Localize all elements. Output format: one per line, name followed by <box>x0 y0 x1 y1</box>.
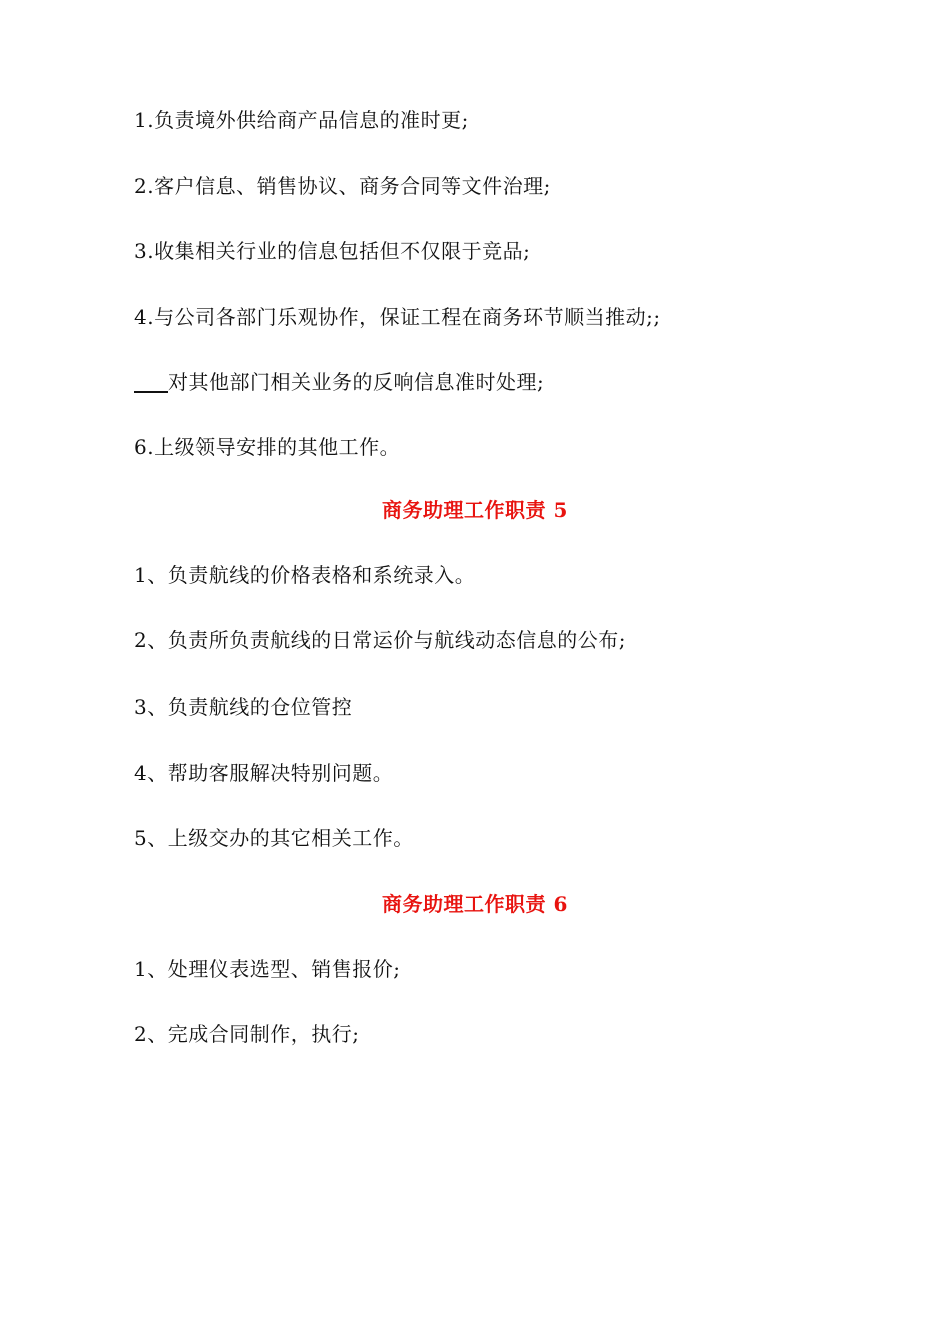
list-item: 2.客户信息、销售协议、商务合同等文件治理; <box>134 174 551 198</box>
list-item: 3.收集相关行业的信息包括但不仅限于竞品; <box>134 239 531 263</box>
list-item: 3、负责航线的仓位管控 <box>134 695 353 719</box>
list-item-text: 对其他部门相关业务的反响信息准时处理; <box>168 370 545 394</box>
list-item: 2、完成合同制作，执行; <box>134 1022 360 1046</box>
section-heading: 商务助理工作职责 6 <box>382 892 568 916</box>
list-item <box>134 369 544 395</box>
section-heading: 商务助理工作职责 5 <box>382 498 568 522</box>
list-item: 1、负责航线的价格表格和系统录入。 <box>134 563 476 587</box>
list-item: 2、负责所负责航线的日常运价与航线动态信息的公布; <box>134 628 626 652</box>
list-item: 4.与公司各部门乐观协作，保证工程在商务环节顺当推动;; <box>134 305 661 329</box>
fill-in-blank <box>134 371 168 393</box>
list-item: 1、处理仪表选型、销售报价; <box>134 957 401 981</box>
list-item: 4、帮助客服解决特别问题。 <box>134 761 394 785</box>
list-item: 6.上级领导安排的其他工作。 <box>134 435 401 459</box>
list-item: 5、上级交办的其它相关工作。 <box>134 826 414 850</box>
list-item: 1.负责境外供给商产品信息的准时更; <box>134 108 469 132</box>
